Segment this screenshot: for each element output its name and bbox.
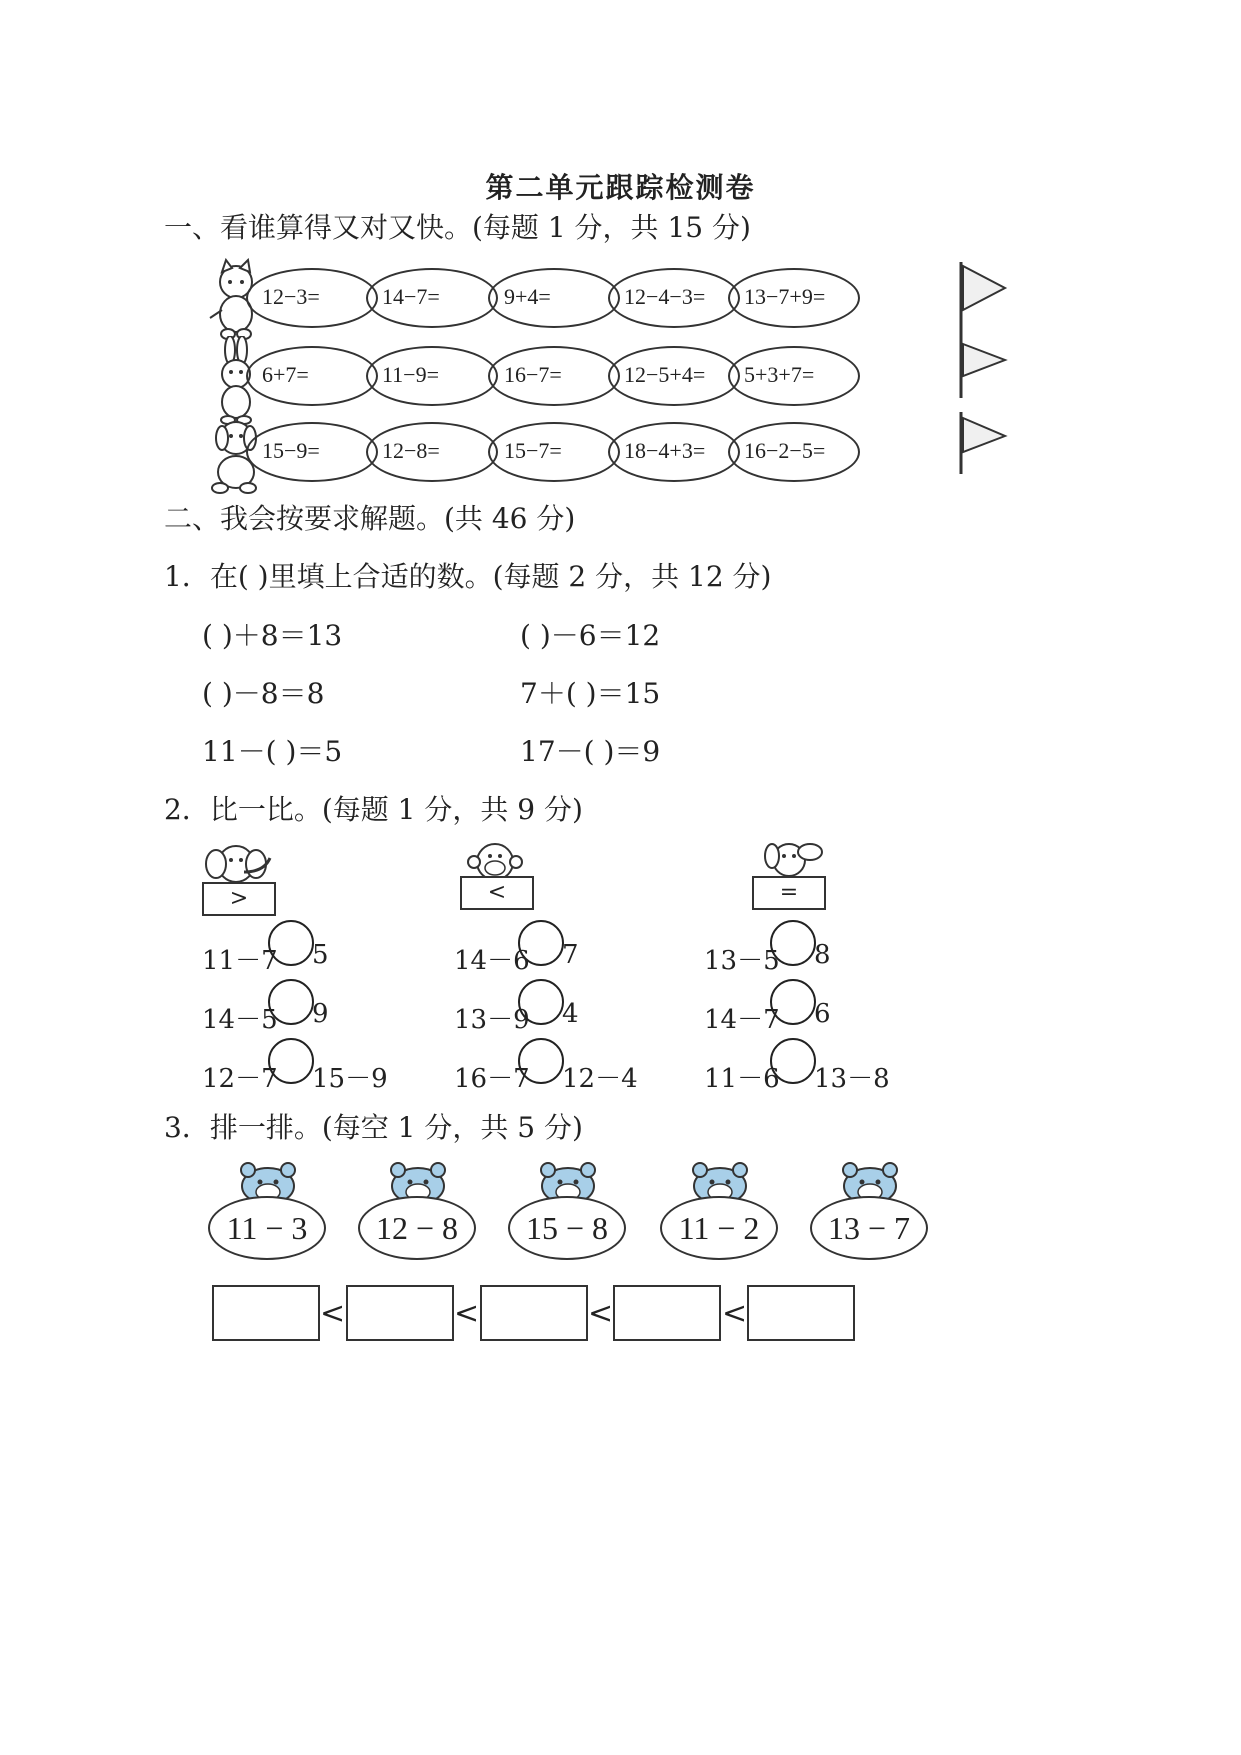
order-box[interactable] <box>747 1285 855 1341</box>
compare-right: 6 <box>814 999 831 1029</box>
finish-flag-icon <box>955 412 1015 508</box>
compare-left: 14－6 <box>454 946 530 976</box>
compare-right: 5 <box>312 940 329 970</box>
q2-heading: 2．比一比。(每题 1 分，共 9 分) <box>164 793 583 826</box>
sort-card: 13 − 7 <box>810 1196 928 1260</box>
calc-cell: 15−9= <box>246 422 378 482</box>
calc-cell: 16−7= <box>488 346 620 406</box>
page-title: 第二单元跟踪检测卷 <box>485 171 756 204</box>
q3-heading: 3．排一排。(每空 1 分，共 5 分) <box>164 1111 583 1144</box>
calc-cell: 6+7= <box>246 346 378 406</box>
calc-cell: 12−5+4= <box>608 346 740 406</box>
compare-left: 14－5 <box>202 1005 278 1035</box>
compare-right: 15－9 <box>312 1064 388 1094</box>
fill-blank-item: 17－( )＝9 <box>520 735 661 768</box>
compare-left: 13－5 <box>704 946 780 976</box>
order-box[interactable] <box>480 1285 588 1341</box>
elephant-icon <box>204 838 274 888</box>
answer-circle[interactable] <box>518 920 564 966</box>
sort-card: 11 − 3 <box>208 1196 326 1260</box>
sign-greater: > <box>202 882 276 916</box>
compare-right: 9 <box>312 999 329 1029</box>
sign-equal: = <box>752 876 826 910</box>
calc-cell: 13−7+9= <box>728 268 860 328</box>
order-box[interactable] <box>212 1285 320 1341</box>
compare-left: 13－9 <box>454 1005 530 1035</box>
answer-circle[interactable] <box>268 979 314 1025</box>
sort-card: 15 − 8 <box>508 1196 626 1260</box>
calc-cell: 12−4−3= <box>608 268 740 328</box>
compare-right: 12－4 <box>562 1064 638 1094</box>
less-than-sign: < <box>588 1296 614 1331</box>
calc-cell: 5+3+7= <box>728 346 860 406</box>
less-than-sign: < <box>722 1296 748 1331</box>
calc-cell: 15−7= <box>488 422 620 482</box>
compare-right: 4 <box>562 999 579 1029</box>
compare-right: 13－8 <box>814 1064 890 1094</box>
answer-circle[interactable] <box>770 1038 816 1084</box>
less-than-sign: < <box>454 1296 480 1331</box>
less-than-sign: < <box>320 1296 346 1331</box>
calc-cell: 9+4= <box>488 268 620 328</box>
calc-cell: 11−9= <box>366 346 498 406</box>
answer-circle[interactable] <box>770 920 816 966</box>
fill-blank-item: 11－( )＝5 <box>202 735 343 768</box>
answer-circle[interactable] <box>518 1038 564 1084</box>
calc-cell: 12−8= <box>366 422 498 482</box>
sort-card: 12 − 8 <box>358 1196 476 1260</box>
compare-right: 7 <box>562 940 579 970</box>
answer-circle[interactable] <box>518 979 564 1025</box>
calc-cell: 12−3= <box>246 268 378 328</box>
compare-right: 8 <box>814 940 831 970</box>
calc-cell: 14−7= <box>366 268 498 328</box>
answer-circle[interactable] <box>268 1038 314 1084</box>
compare-left: 11－7 <box>202 946 278 976</box>
fill-blank-item: 7＋( )＝15 <box>520 677 661 710</box>
answer-circle[interactable] <box>268 920 314 966</box>
fill-blank-item: ( )＋8＝13 <box>202 619 343 652</box>
compare-left: 11－6 <box>704 1064 780 1094</box>
answer-circle[interactable] <box>770 979 816 1025</box>
compare-left: 12－7 <box>202 1064 278 1094</box>
calc-cell: 18−4+3= <box>608 422 740 482</box>
fill-blank-item: ( )－6＝12 <box>520 619 661 652</box>
compare-left: 16－7 <box>454 1064 530 1094</box>
order-box[interactable] <box>346 1285 454 1341</box>
part2-heading: 二、我会按要求解题。(共 46 分) <box>164 502 576 535</box>
compare-left: 14－7 <box>704 1005 780 1035</box>
q1-heading: 1．在( )里填上合适的数。(每题 2 分，共 12 分) <box>164 560 772 593</box>
order-box[interactable] <box>613 1285 721 1341</box>
sign-less: < <box>460 876 534 910</box>
fill-blank-item: ( )－8＝8 <box>202 677 325 710</box>
sort-card: 11 − 2 <box>660 1196 778 1260</box>
part1-heading: 一、看谁算得又对又快。(每题 1 分，共 15 分) <box>164 211 751 244</box>
arc-connector <box>850 268 954 330</box>
calc-cell: 16−2−5= <box>728 422 860 482</box>
